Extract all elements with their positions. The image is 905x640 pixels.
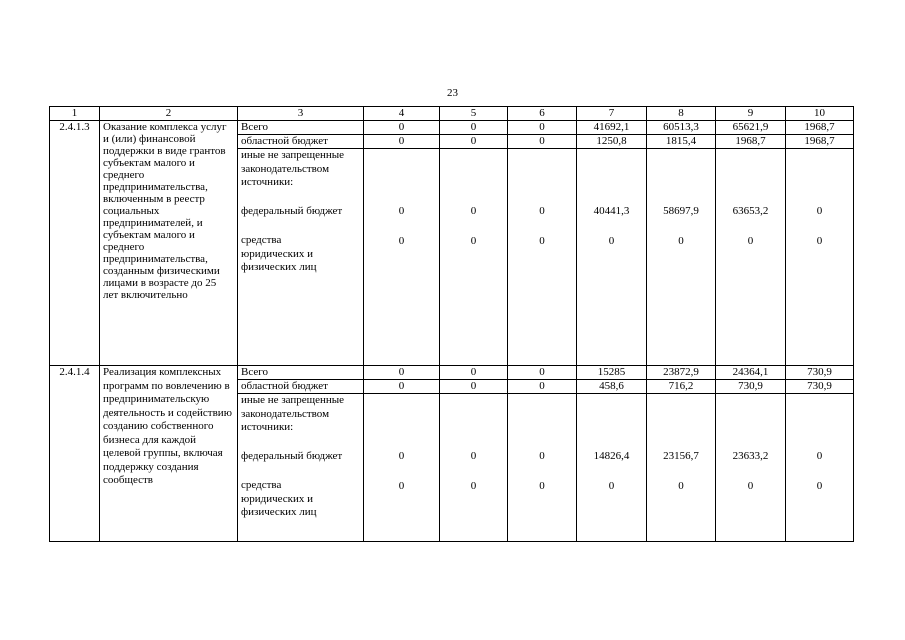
value-cell: 0 0	[786, 394, 854, 542]
value-cell: 0	[440, 366, 508, 380]
budget-table	[49, 106, 854, 542]
page-number: 23	[447, 87, 458, 99]
value-cell: 0	[364, 121, 440, 135]
row-label: Всего	[238, 121, 364, 135]
value-cell: 0	[440, 121, 508, 135]
value-cell: 0	[364, 366, 440, 380]
header-cell: 6	[508, 107, 577, 121]
row-label: областной бюджет	[238, 380, 364, 394]
header-cell: 3	[238, 107, 364, 121]
value-cell: 58697,9 0	[647, 149, 716, 366]
value-cell: 1250,8	[577, 135, 647, 149]
value-cell: 60513,3	[647, 121, 716, 135]
value-cell: 0 0	[508, 394, 577, 542]
value-cell: 0	[440, 135, 508, 149]
value-cell: 14826,4 0	[577, 394, 647, 542]
value-cell: 0	[508, 135, 577, 149]
value-cell: 41692,1	[577, 121, 647, 135]
value-cell: 1815,4	[647, 135, 716, 149]
value-cell: 0 0	[364, 394, 440, 542]
value-cell: 0	[440, 380, 508, 394]
header-cell: 8	[647, 107, 716, 121]
value-cell: 65621,9	[716, 121, 786, 135]
value-cell: 730,9	[786, 380, 854, 394]
table-row	[50, 366, 854, 380]
value-cell: 63653,2 0	[716, 149, 786, 366]
value-cell: 23872,9	[647, 366, 716, 380]
section-name: Оказание комплекса услуг и (или) финансовой поддержки в виде грантов субъектам малого и среднего предпринимательства, включенным в реестр социальных предпринимателей, и субъектам малого и среднего предпринимательства, созданным физическими лицами в возрасте до 25 лет включительно	[100, 121, 238, 366]
federal-budget-label: федеральный бюджет	[241, 449, 343, 462]
other-sources-label: иные не запрещенные законодательством источники:	[241, 149, 345, 188]
value-cell: 1968,7	[786, 135, 854, 149]
other-sources-cell	[238, 394, 364, 542]
value-cell: 1968,7	[786, 121, 854, 135]
value-cell: 15285	[577, 366, 647, 380]
table-row	[50, 121, 854, 135]
value-cell: 458,6	[577, 380, 647, 394]
value-cell: 0	[508, 380, 577, 394]
value-cell: 0	[364, 135, 440, 149]
section-code: 2.4.1.3	[50, 121, 100, 366]
value-cell: 716,2	[647, 380, 716, 394]
value-cell: 730,9	[786, 366, 854, 380]
value-cell: 0 0	[508, 149, 577, 366]
header-cell: 10	[786, 107, 854, 121]
legal-entities-label: средства юридических и физических лиц	[241, 234, 317, 273]
value-cell: 23633,2 0	[716, 394, 786, 542]
legal-entities-label: средства юридических и физических лиц	[241, 479, 317, 518]
value-cell: 24364,1	[716, 366, 786, 380]
header-cell: 1	[50, 107, 100, 121]
value-cell: 0	[508, 121, 577, 135]
section-name: Реализация комплексных программ по вовлечению в предпринимательскую деятельность и содействию созданию собственного бизнеса для каждой целевой группы, включая поддержку создания сообществ	[100, 366, 238, 542]
section-code: 2.4.1.4	[50, 366, 100, 542]
row-label: областной бюджет	[238, 135, 364, 149]
header-row	[50, 107, 854, 121]
value-cell: 0 0	[786, 149, 854, 366]
header-cell: 9	[716, 107, 786, 121]
other-sources-cell	[238, 149, 364, 366]
header-cell: 2	[100, 107, 238, 121]
header-cell: 4	[364, 107, 440, 121]
value-cell: 0 0	[440, 394, 508, 542]
federal-budget-label: федеральный бюджет	[241, 204, 343, 217]
value-cell: 1968,7	[716, 135, 786, 149]
value-cell: 40441,3 0	[577, 149, 647, 366]
other-sources-label: иные не запрещенные законодательством источники:	[241, 394, 345, 433]
value-cell: 0	[364, 380, 440, 394]
value-cell: 0 0	[440, 149, 508, 366]
row-label: Всего	[238, 366, 364, 380]
value-cell: 23156,7 0	[647, 394, 716, 542]
value-cell: 0 0	[364, 149, 440, 366]
value-cell: 0	[508, 366, 577, 380]
header-cell: 5	[440, 107, 508, 121]
value-cell: 730,9	[716, 380, 786, 394]
header-cell: 7	[577, 107, 647, 121]
